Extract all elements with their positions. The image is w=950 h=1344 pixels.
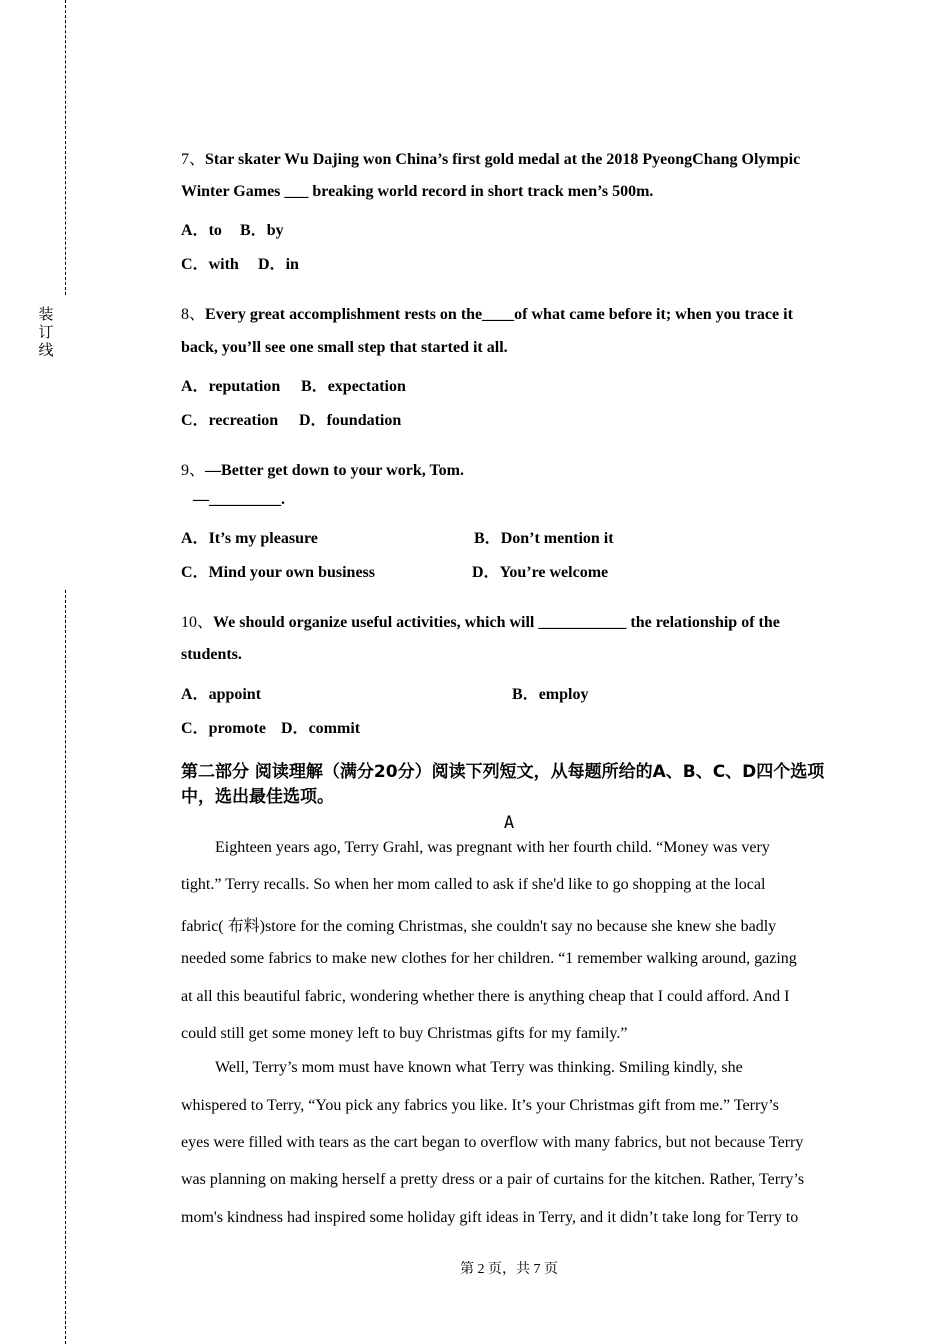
question-stem-line: back, you’ll see one small step that started it all. bbox=[181, 339, 508, 356]
passage-line: eyes were filled with tears as the cart began to overflow with many fabrics, but not because Terry bbox=[181, 1134, 804, 1151]
binding-label-char: 线 bbox=[38, 341, 54, 359]
option-b[interactable]: B．employ bbox=[512, 686, 589, 703]
question-stem-line: Winter Games ___ breaking world record in short track men’s 500m. bbox=[181, 183, 654, 200]
option-d[interactable]: D．commit bbox=[281, 720, 361, 737]
binding-label-char: 装 bbox=[38, 305, 54, 323]
passage-letter: A bbox=[503, 813, 515, 833]
passage-line: mom's kindness had inspired some holiday gift ideas in Terry, and it didn’t take long for Terry to bbox=[181, 1209, 799, 1226]
question-number: 8、 bbox=[181, 306, 206, 323]
option-d[interactable]: D．in bbox=[258, 256, 299, 273]
question-number: 7、 bbox=[181, 151, 206, 168]
passage-line: tight.” Terry recalls. So when her mom called to ask if she'd like to go shopping at the local bbox=[181, 876, 766, 893]
passage-line: whispered to Terry, “You pick any fabrics you like. It’s your Christmas gift from me.” Terry’s bbox=[181, 1097, 779, 1114]
option-a[interactable]: A．appoint bbox=[181, 686, 262, 703]
option-a[interactable]: A．reputation bbox=[181, 378, 281, 395]
question-number: 9、 bbox=[181, 462, 206, 479]
passage-line: Eighteen years ago, Terry Grahl, was pregnant with her fourth child. “Money was very bbox=[215, 839, 770, 856]
passage-line: could still get some money left to buy Christmas gifts for my family.” bbox=[181, 1025, 628, 1042]
option-d[interactable]: D．You’re welcome bbox=[472, 564, 609, 581]
option-b[interactable]: B．by bbox=[240, 222, 284, 239]
passage-line: fabric( 布料)store for the coming Christmas, she couldn't say no because she knew she badly bbox=[181, 918, 777, 935]
passage-line: needed some fabrics to make new clothes for her children. “1 remember walking around, gazing bbox=[181, 950, 797, 967]
page-footer: 第 2 页，共 7 页 bbox=[460, 1262, 558, 1277]
section-title: 第二部分 阅读理解（满分20分）阅读下列短文，从每题所给的A、B、C、D四个选项中，选出最佳选项。 bbox=[181, 762, 825, 807]
option-a[interactable]: A．It’s my pleasure bbox=[181, 530, 318, 547]
option-c[interactable]: C．Mind your own business bbox=[181, 564, 375, 581]
passage-line: at all this beautiful fabric, wondering whether there is anything cheap that I could afford. And I bbox=[181, 988, 790, 1005]
option-a[interactable]: A．to bbox=[181, 222, 222, 239]
option-b[interactable]: B．expectation bbox=[301, 378, 406, 395]
option-c[interactable]: C．recreation bbox=[181, 412, 279, 429]
question-number: 10、 bbox=[181, 614, 214, 631]
option-d[interactable]: D．foundation bbox=[299, 412, 402, 429]
binding-dashed-line-top bbox=[65, 0, 66, 295]
passage-line: Well, Terry’s mom must have known what Terry was thinking. Smiling kindly, she bbox=[215, 1059, 743, 1076]
option-c[interactable]: C．with bbox=[181, 256, 239, 273]
binding-label bbox=[37, 305, 55, 359]
binding-dashed-line-bottom bbox=[65, 590, 66, 1344]
question-stem-line: —_________. bbox=[193, 491, 285, 508]
option-b[interactable]: B．Don’t mention it bbox=[474, 530, 614, 547]
question-stem-line: 8、Every great accomplishment rests on the____of what came before it; when you trace it bbox=[181, 306, 793, 323]
question-stem-line: students. bbox=[181, 646, 242, 663]
option-c[interactable]: C．promote bbox=[181, 720, 267, 737]
binding-label-char: 订 bbox=[38, 323, 54, 341]
passage-line: was planning on making herself a pretty dress or a pair of curtains for the kitchen. Rather, Terry’s bbox=[181, 1171, 805, 1188]
question-stem-line: 10、We should organize useful activities, which will ___________ the relationship of the bbox=[181, 614, 780, 631]
question-stem-line: 7、Star skater Wu Dajing won China’s first gold medal at the 2018 PyeongChang Olympic bbox=[181, 151, 801, 168]
question-stem-line: 9、—Better get down to your work, Tom. bbox=[181, 462, 464, 479]
